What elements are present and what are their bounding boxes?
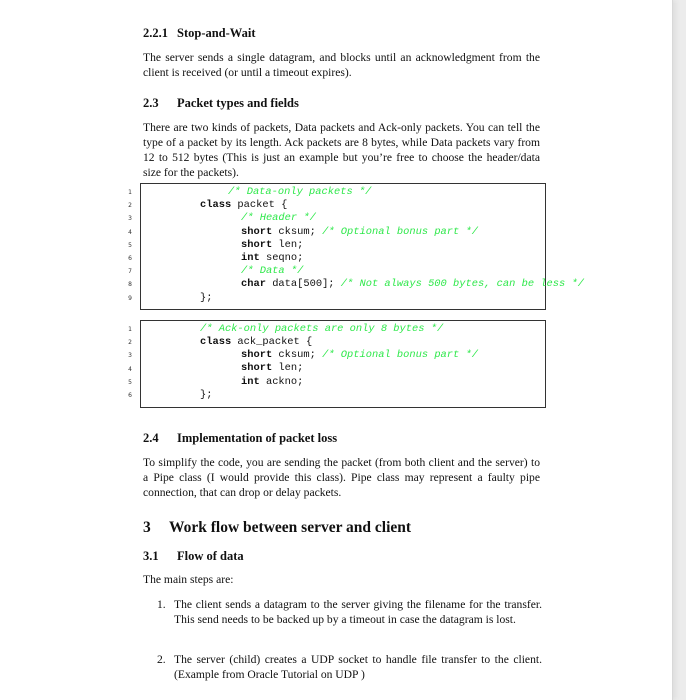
section-heading-packet-loss	[143, 431, 337, 446]
code-comment: /* Optional bonus part */	[322, 349, 478, 361]
section-heading-flow-of-data	[143, 549, 244, 564]
code-line	[241, 212, 316, 225]
code-comment: /* Optional bonus part */	[322, 226, 478, 238]
code-text: len;	[272, 239, 304, 251]
code-text: cksum;	[272, 226, 323, 238]
code-line	[200, 389, 212, 402]
line-number: 6	[128, 254, 132, 262]
line-number: 7	[128, 268, 132, 276]
line-number: 3	[128, 215, 132, 223]
code-line	[241, 349, 478, 362]
code-text: packet {	[231, 199, 288, 211]
code-line	[200, 323, 443, 336]
section-title: Stop-and-Wait	[177, 26, 256, 40]
code-text: ackno;	[259, 376, 304, 388]
code-line	[200, 292, 212, 305]
code-line	[228, 186, 371, 199]
code-keyword: int	[241, 376, 260, 388]
code-comment: /* Data */	[241, 265, 304, 277]
list-item-text: The server (child) creates a UDP socket to handle file transfer to the client.(Example from Oracle Tutorial on UDP )	[174, 653, 542, 681]
list-item-number: 1.	[157, 598, 166, 611]
code-listing-2-line-numbers	[126, 323, 134, 402]
section-number: 2.4	[143, 431, 159, 445]
line-number: 3	[128, 352, 132, 360]
code-comment: /* Ack-only packets are only 8 bytes */	[200, 323, 444, 335]
code-line	[241, 239, 303, 252]
code-keyword: class	[200, 336, 232, 348]
section-number: 3.1	[143, 549, 159, 563]
code-comment: /* Not always 500 bytes, can be less */	[340, 278, 584, 290]
section-heading-packet-types	[143, 96, 299, 111]
list-item	[157, 652, 542, 682]
code-line	[241, 362, 303, 375]
code-text: len;	[272, 362, 304, 374]
line-number: 5	[128, 378, 132, 386]
paragraph-packet-types: There are two kinds of packets, Data packets and Ack-only packets. You can tell the type of a packet by its length. Ack packets are 8 bytes, while Data packets vary from 12 to 512 bytes (This is just an example but you’re free to choose the header/data size for the packets).	[143, 121, 540, 179]
code-text: };	[200, 292, 213, 304]
code-keyword: int	[241, 252, 260, 264]
line-number: 4	[128, 228, 132, 236]
code-line	[241, 376, 303, 389]
line-number: 4	[128, 365, 132, 373]
paragraph-main-steps: The main steps are:	[143, 573, 234, 586]
section-title: Work flow between server and client	[169, 519, 412, 536]
code-keyword: short	[241, 362, 273, 374]
code-keyword: short	[241, 239, 273, 251]
section-number: 2.2.1	[143, 26, 168, 40]
line-number: 2	[128, 339, 132, 347]
line-number: 2	[128, 202, 132, 210]
line-number: 9	[128, 294, 132, 302]
code-text: ack_packet {	[231, 336, 313, 348]
list-item	[157, 597, 542, 627]
code-line	[241, 252, 303, 265]
line-number: 8	[128, 281, 132, 289]
code-line	[200, 336, 312, 349]
code-line	[241, 226, 478, 239]
code-keyword: class	[200, 199, 232, 211]
section-title: Flow of data	[177, 549, 244, 563]
line-number: 1	[128, 326, 132, 333]
line-number: 5	[128, 241, 132, 249]
code-keyword: short	[241, 226, 273, 238]
code-comment: /* Data-only packets */	[228, 186, 372, 198]
code-line	[241, 278, 584, 291]
code-keyword: char	[241, 278, 266, 290]
paragraph-packet-loss: To simplify the code, you are sending the packet (from both client and the server) to a Pipe class (I would provide this class). Pipe class may represent a faulty pipe connection, that can drop or delay packets.	[143, 456, 540, 499]
code-line	[200, 199, 287, 212]
section-heading-work-flow	[143, 519, 411, 537]
list-item-number: 2.	[157, 653, 166, 666]
code-line	[241, 265, 303, 278]
code-text: };	[200, 389, 213, 401]
section-number: 3	[143, 519, 151, 536]
code-text: data[500];	[265, 278, 341, 290]
section-title: Packet types and fields	[177, 96, 299, 110]
code-text: seqno;	[259, 252, 304, 264]
section-title: Implementation of packet loss	[177, 431, 338, 445]
code-comment: /* Header */	[241, 212, 316, 224]
code-text: cksum;	[272, 349, 323, 361]
section-number: 2.3	[143, 96, 159, 110]
section-heading-stop-and-wait	[143, 26, 256, 41]
line-number: 6	[128, 391, 132, 399]
code-keyword: short	[241, 349, 273, 361]
line-number: 1	[128, 189, 132, 196]
list-item-text: The client sends a datagram to the server giving the filename for the transfer. This send needs to be backed up by a timeout in case the datagram is lost.	[174, 598, 542, 626]
paragraph-stop-and-wait: The server sends a single datagram, and blocks until an acknowledgment from the client is received (or until a timeout expires).	[143, 51, 540, 79]
code-listing-1-line-numbers	[126, 186, 134, 305]
